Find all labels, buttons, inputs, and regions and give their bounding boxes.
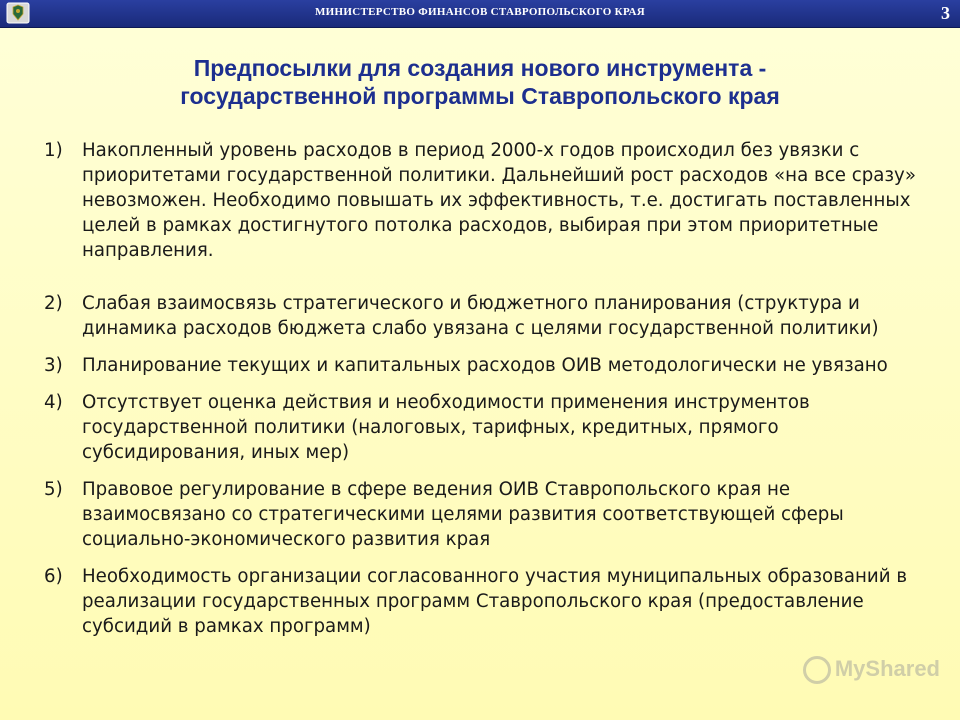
watermark-text: MyShared bbox=[834, 656, 940, 681]
list-item bbox=[44, 291, 934, 341]
list-item bbox=[44, 390, 934, 465]
header-bar bbox=[0, 0, 960, 28]
list-item bbox=[44, 353, 934, 378]
slide-title bbox=[0, 54, 960, 110]
slide-title-line1: Предпосылки для создания нового инструмента - bbox=[193, 55, 767, 81]
watermark-logo-icon bbox=[803, 656, 831, 684]
list-item-number: 3) bbox=[44, 355, 63, 376]
list-item-text: Слабая взаимосвязь стратегического и бюджетного планирования (структура и динамика расходов бюджета слабо увязана с целями государственной политики) bbox=[82, 293, 879, 339]
list-item-number: 6) bbox=[44, 566, 63, 587]
list-item-text: Необходимость организации согласованного участия муниципальных образований в реализации государственных программ Ставропольского края (предоставление субсидий в рамках программ) bbox=[82, 566, 908, 637]
list-item-text: Правовое регулирование в сфере ведения ОИВ Ставропольского края не взаимосвязано со стратегическими целями развития соответствующей сферы социально-экономического развития края bbox=[82, 479, 844, 550]
watermark bbox=[803, 656, 940, 684]
list-item-text: Отсутствует оценка действия и необходимости применения инструментов государственной политики (налоговых, тарифных, кредитных, прямого субсидирования, иных мер) bbox=[82, 392, 810, 463]
list-item-number: 5) bbox=[44, 479, 63, 500]
list-item-text: Накопленный уровень расходов в период 2000-х годов происходил без увязки с приоритетами государственной политики. Дальнейший рост расходов «на все сразу» невозможен. Необходимо повышать их эффективность, т.е. достигать поставленных целей в рамках достигнутого потолка расходов, выбирая при этом приоритетные направления. bbox=[82, 140, 916, 261]
list-item-number: 1) bbox=[44, 140, 63, 161]
list-item-text: Планирование текущих и капитальных расходов ОИВ методологически не увязано bbox=[82, 355, 888, 376]
prerequisites-list bbox=[44, 138, 934, 639]
slide-title-line2: государственной программы Ставропольского края bbox=[180, 83, 780, 109]
ministry-title: МИНИСТЕРСТВО ФИНАНСОВ СТАВРОПОЛЬСКОГО КРАЯ bbox=[314, 6, 646, 18]
slide-number: 3 bbox=[941, 3, 950, 23]
list-item bbox=[44, 138, 934, 263]
list-item bbox=[44, 564, 934, 639]
list-item-number: 4) bbox=[44, 392, 63, 413]
list-item bbox=[44, 477, 934, 552]
list-item-number: 2) bbox=[44, 293, 63, 314]
